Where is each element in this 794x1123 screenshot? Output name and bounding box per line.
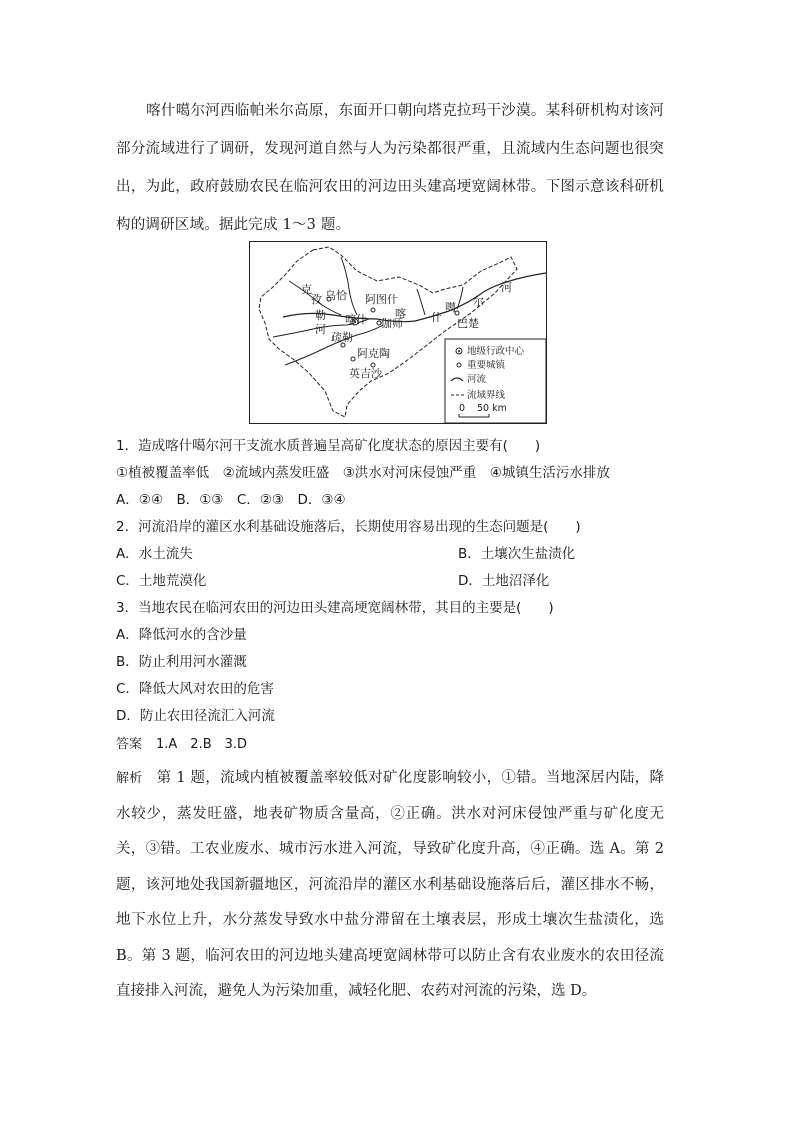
study-area-map	[249, 241, 547, 424]
label-bachu: 巴楚	[457, 317, 479, 330]
scale-zero: 0	[459, 403, 466, 414]
label-kashi: 喀什	[345, 313, 367, 326]
legend-river: 河流	[467, 374, 487, 385]
legend-town: 重要城镇	[467, 360, 506, 371]
question-2-stem: 2．河流沿岸的灌区水利基础设施落后，长期使用容易出现的生态问题是( )	[116, 519, 581, 535]
label-er: 尔	[473, 295, 484, 308]
question-1-options: A．②④ B．①③ C．②③ D．③④	[116, 492, 346, 508]
question-2-options-row-2	[116, 568, 550, 595]
label-wuqia: 乌恰	[325, 289, 347, 302]
question-3-option-a: A．降低河水的含沙量	[116, 627, 247, 643]
intro-text: 喀什噶尔河西临帕米尔高原，东面开口朝向塔克拉玛干沙漠。某科研机构对该河部分流域进行了调研，发现河道自然与人为污染都很严重，且流域内生态问题也很突出，为此，政府鼓励农民在临河农田的河边田头建高埂宽阔林带。下图示意该科研机构的调研区域。据此完成 1～3 题。	[116, 103, 664, 233]
question-1-statements: ①植被覆盖率低 ②流域内蒸发旺盛 ③洪水对河床侵蚀严重 ④城镇生活污水排放	[116, 465, 610, 481]
map-legend	[445, 339, 546, 423]
label-shi: 什	[431, 311, 442, 324]
explanation-text: 第 1 题，流域内植被覆盖率较低对矿化度影响较小，①错。当地深居内陆，降水较少，蒸发旺盛，地表矿物质含量高，②正确。洪水对河床侵蚀严重与矿化度无关，③错。工农业废水、城市污水进入河流，导致矿化度升高，④正确。选 A。第 2 题，该河地处我国新疆地区，河流沿岸的灌区水利基础设施落后后，灌区排水不畅，地下水位上升，水分蒸发导致水中盐分滞留在土壤表层，形成土壤次生盐渍化，选 B。第 3 题，临河农田的河边地头建高埂宽阔林带可以防止含有农业废水的农田径流直接排入河流，避免人为污染加重，减轻化肥、农药对河流的污染，选 D。	[116, 770, 664, 999]
explanation-paragraph	[116, 761, 664, 1010]
legend-city-center: 地级行政中心	[467, 346, 525, 357]
label-jiashi: 伽师	[381, 317, 403, 330]
answer-label: 答案	[116, 737, 143, 752]
label-shule: 疏勒	[331, 331, 353, 344]
label-yingjisha: 英吉沙	[349, 367, 382, 380]
label-ke: 克	[301, 283, 312, 296]
question-3-option-b: B．防止利用河水灌溉	[116, 654, 247, 670]
legend-boundary: 流域界线	[467, 390, 506, 401]
question-3-option-d: D．防止农田径流汇入河流	[116, 708, 275, 724]
label-atushi: 阿图什	[365, 293, 398, 306]
question-1-stem: 1．造成喀什噶尔河干支流水质普遍呈高矿化度状态的原因主要有( )	[116, 438, 541, 454]
question-2-option-d: D．土地沼泽化	[458, 573, 550, 589]
label-he-left: 河	[315, 323, 326, 336]
label-he-right: 河	[501, 281, 512, 294]
question-3-option-c: C．降低大风对农田的危害	[116, 681, 274, 697]
label-zi: 孜	[311, 293, 322, 306]
intro-paragraph	[116, 92, 664, 244]
question-3-stem: 3．当地农民在临河农田的河边田头建高埂宽阔林带，其目的主要是( )	[116, 600, 554, 616]
question-2-option-a: A．水土流失	[116, 546, 193, 562]
scale-fifty: 50 km	[477, 403, 507, 414]
label-ka: 喀	[395, 307, 406, 320]
answer-text: 1.A 2.B 3.D	[156, 737, 248, 752]
question-2-options-row-1	[116, 541, 576, 568]
answer-line	[116, 733, 247, 752]
label-akeqi: 阿克陶	[357, 347, 390, 360]
question-2-option-c: C．土地荒漠化	[116, 573, 207, 589]
akeqi-marker	[351, 357, 355, 361]
question-2-option-b: B．土壤次生盐渍化	[458, 546, 576, 562]
explanation-label: 解析	[116, 771, 143, 786]
label-ga: 噶	[445, 301, 456, 314]
atushi-marker	[371, 308, 375, 312]
label-le: 勒	[315, 309, 326, 322]
